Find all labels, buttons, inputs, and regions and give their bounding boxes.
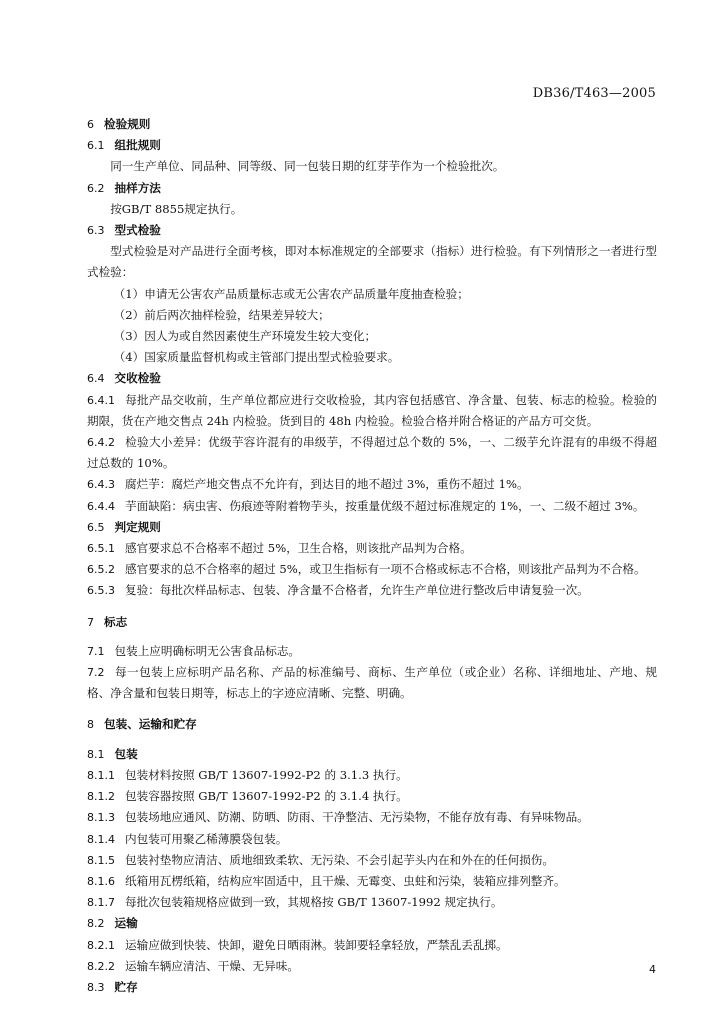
- clause: [87, 390, 657, 432]
- clause-text: （3）因人为或自然因素使生产环境发生较大变化；: [113, 329, 377, 344]
- section-gap: [87, 704, 657, 712]
- document-body: [87, 112, 657, 998]
- clause-number: 8.2.1: [87, 938, 115, 952]
- section-heading: [87, 612, 657, 633]
- clause-text: 型式检验: [114, 223, 161, 238]
- clause-text: 包装上应明确标明无公害食品标志。: [114, 643, 301, 658]
- clause-text: 包装衬垫物应清洁、质地细致柔软、无污染、不会引起芋头内在和外在的任何损伤。: [125, 852, 554, 867]
- clause-text: 包装容器按照 GB/T 13607-1992-P2 的 3.1.4 执行。: [125, 789, 408, 804]
- clause-number: 8.1.3: [87, 811, 115, 825]
- clause: [87, 496, 657, 517]
- clause-number: 6.5.2: [87, 563, 115, 577]
- clause-number: 8.1.4: [87, 832, 115, 846]
- section-gap: [87, 602, 657, 610]
- clause-number: 6.5: [87, 520, 105, 534]
- clause-text: 内包装可用聚乙稀薄膜袋包装。: [125, 831, 288, 846]
- clause-number: 6.5.3: [87, 584, 115, 598]
- clause-text: 包装材料按照 GB/T 13607-1992-P2 的 3.1.3 执行。: [125, 767, 408, 782]
- subsection-heading: [87, 368, 657, 389]
- clause-number: 8.1.2: [87, 790, 115, 804]
- list-item: [87, 347, 657, 368]
- paragraph: [87, 156, 657, 177]
- paragraph: [87, 241, 657, 283]
- clause-number: 6.2: [87, 181, 105, 195]
- clause-number: 8.2: [87, 917, 105, 931]
- clause-text: （1）申请无公害农产品质量标志或无公害农产品质量年度抽查检验；: [113, 286, 469, 301]
- clause: [87, 474, 657, 495]
- section-heading: [87, 114, 657, 135]
- clause: [87, 935, 657, 956]
- clause-number: 7.1: [87, 644, 105, 658]
- clause-text: 每批产品交收前，生产单位都应进行交收检验，其内容包括感官、净含量、包装、标志的检验。检验的期限，货在产地交售点 24h 内检验。货到目的 48h 内检验。检验合格并附合格证的产品方可交货。: [87, 392, 657, 428]
- clause-text: 同一生产单位、同品种、同等级、同一包装日期的红芽芋作为一个检验批次。: [110, 159, 505, 174]
- clause-text: 包装: [114, 746, 138, 761]
- clause: [87, 662, 657, 704]
- clause-text: 标志: [104, 614, 128, 629]
- clause-text: 运输应做到快装、快卸，避免日晒雨淋。装卸要轻拿轻放，严禁乱丢乱掷。: [125, 937, 508, 952]
- page-number: 4: [649, 963, 656, 976]
- clause-text: 每批次包装箱规格应做到一致，其规格按 GB/T 13607-1992 规定执行。: [125, 895, 503, 910]
- clause-text: （4）国家质量监督机构或主管部门提出型式检验要求。: [113, 350, 400, 365]
- clause-text: 包装场地应通风、防潮、防晒、防雨、干净整洁、无污染物，不能存放有毒、有异味物品。: [125, 810, 589, 825]
- clause-text: 运输: [114, 916, 138, 931]
- list-item: [87, 305, 657, 326]
- clause: [87, 580, 657, 601]
- clause: [87, 765, 657, 786]
- clause: [87, 892, 657, 913]
- clause-text: 贮存: [114, 979, 138, 994]
- subsection-heading: [87, 744, 657, 765]
- paragraph: [87, 199, 657, 220]
- clause-number: 6.3: [87, 224, 105, 238]
- clause-text: 按GB/T 8855规定执行。: [110, 201, 243, 216]
- clause-text: 芋面缺陷：病虫害、伤痕迹等附着物芋头，按重量优级不超过标准规定的 1%，一、二级不超过 3%。: [125, 498, 645, 513]
- subsection-heading: [87, 135, 657, 156]
- subsection-heading: [87, 977, 657, 998]
- clause: [87, 829, 657, 850]
- clause-text: 型式检验是对产品进行全面考核，即对本标准规定的全部要求（指标）进行检验。有下列情形之一者进行型式检验：: [87, 244, 657, 280]
- page-header-standard-code: DB36/T463—2005: [532, 86, 656, 101]
- clause-text: （2）前后两次抽样检验，结果差异较大；: [113, 307, 330, 322]
- clause-text: 检验大小差异：优级芋容许混有的串级芋，不得超过总个数的 5%，一、二级芋允许混有的串级不得超过总数的 10%。: [87, 435, 657, 471]
- clause-number: 6.4: [87, 372, 105, 386]
- clause-text: 抽样方法: [114, 180, 161, 195]
- clause-text: 复验：每批次样品标志、包装、净含量不合格者，允许生产单位进行整改后申请复验一次。: [125, 583, 589, 598]
- clause-text: 腐烂芋：腐烂产地交售点不允许有，到达目的地不超过 3%，重伤不超过 1%。: [125, 477, 529, 492]
- clause-number: 6: [87, 118, 94, 131]
- clause-number: 8.1.1: [87, 768, 115, 782]
- clause-number: 6.4.3: [87, 478, 115, 492]
- clause-number: 7: [87, 615, 94, 629]
- clause-number: 8.2.2: [87, 959, 115, 973]
- clause: [87, 786, 657, 807]
- subsection-heading: [87, 178, 657, 199]
- clause-number: 8.1.5: [87, 853, 115, 867]
- clause: [87, 956, 657, 977]
- section-heading: [87, 714, 657, 735]
- subsection-heading: [87, 517, 657, 538]
- clause: [87, 538, 657, 559]
- clause-number: 8.3: [87, 980, 105, 994]
- clause-number: 8.1.7: [87, 896, 115, 910]
- subsection-heading: [87, 913, 657, 934]
- subsection-heading: [87, 220, 657, 241]
- section-gap: [87, 633, 657, 641]
- clause-number: 8: [87, 718, 94, 732]
- clause-number: 6.1: [87, 139, 105, 153]
- section-gap: [87, 736, 657, 744]
- clause-text: 感官要求的总不合格率的超过 5%，或卫生指标有一项不合格或标志不合格，则该批产品判为不合格。: [125, 562, 646, 577]
- list-item: [87, 326, 657, 347]
- clause-text: 判定规则: [114, 519, 161, 534]
- clause-text: 运输车辆应清洁、干燥、无异味。: [125, 958, 299, 973]
- list-item: [87, 284, 657, 305]
- clause-text: 感官要求总不合格率不超过 5%，卫生合格，则该批产品判为合格。: [125, 541, 472, 556]
- clause: [87, 641, 657, 662]
- clause: [87, 850, 657, 871]
- clause-text: 交收检验: [114, 371, 161, 386]
- clause-text: 检验规则: [104, 117, 151, 131]
- clause-number: 7.2: [87, 666, 105, 680]
- clause-text: 纸箱用瓦楞纸箱，结构应牢固适中，且干燥、无霉变、虫蛀和污染，装箱应排列整齐。: [125, 873, 566, 888]
- clause-number: 8.1: [87, 747, 105, 761]
- clause: [87, 432, 657, 474]
- clause-number: 6.4.2: [87, 436, 115, 450]
- clause: [87, 871, 657, 892]
- clause-number: 6.4.1: [87, 393, 115, 407]
- clause-text: 每一包装上应标明产品名称、产品的标准编号、商标、生产单位（或企业）名称、详细地址、产地、规格、净含量和包装日期等，标志上的字迹应清晰、完整、明确。: [87, 665, 657, 701]
- clause-text: 组批规则: [114, 138, 161, 153]
- clause-number: 8.1.6: [87, 874, 115, 888]
- clause-text: 包装、运输和贮存: [104, 717, 197, 732]
- clause: [87, 559, 657, 580]
- clause-number: 6.5.1: [87, 542, 115, 556]
- clause: [87, 807, 657, 828]
- clause-number: 6.4.4: [87, 499, 115, 513]
